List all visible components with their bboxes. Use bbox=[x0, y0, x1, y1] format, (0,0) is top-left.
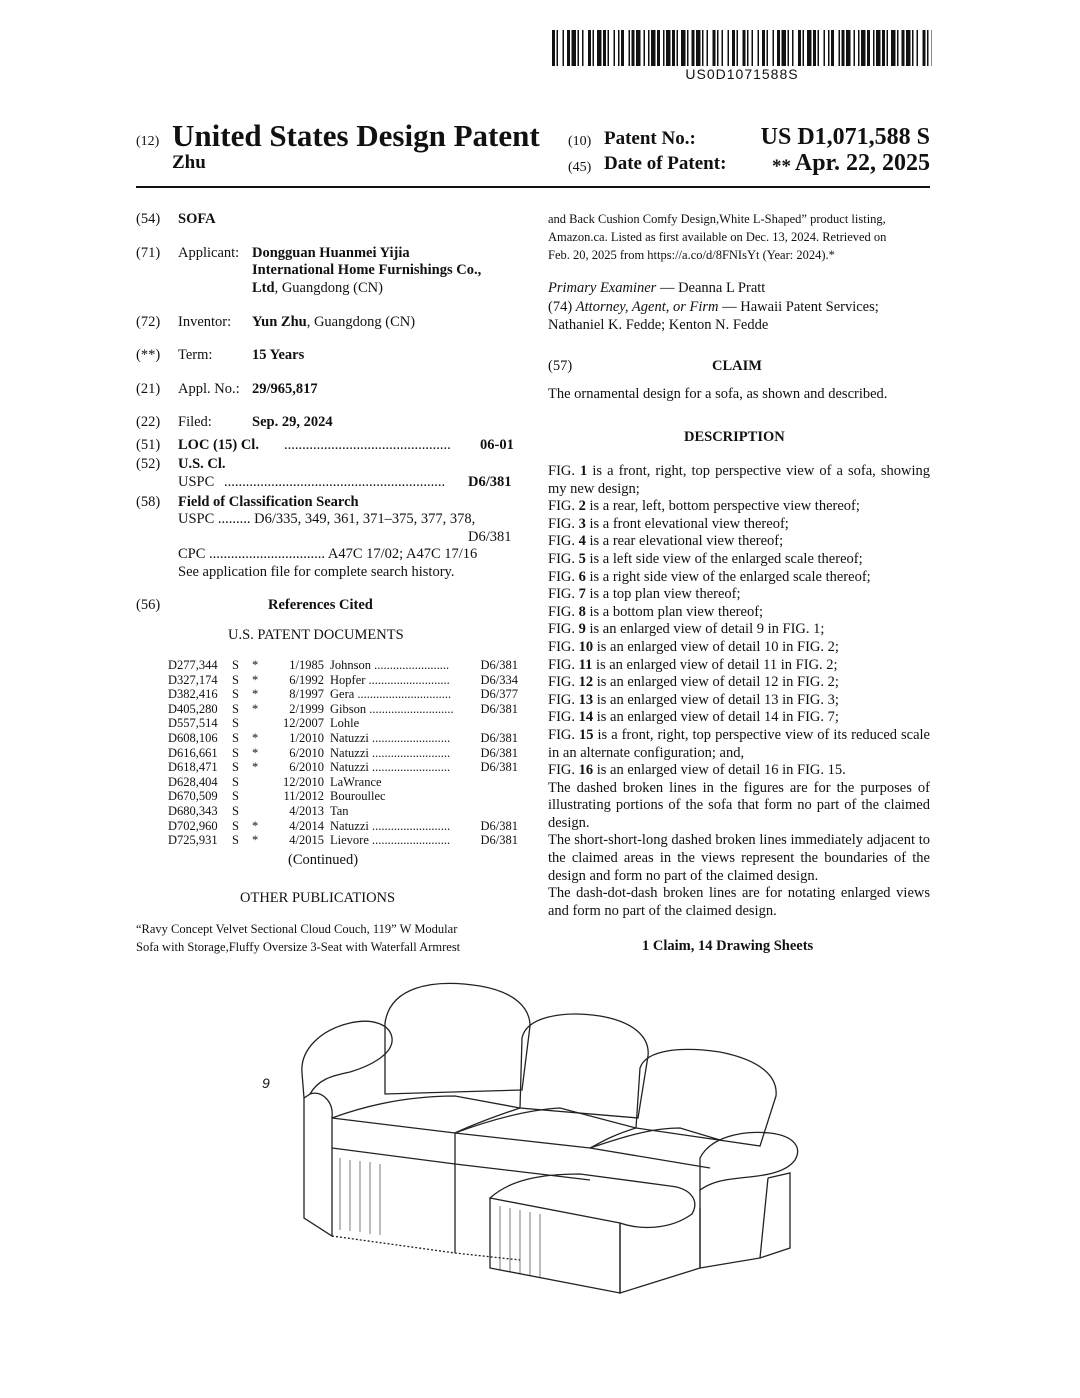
barcode-bar bbox=[636, 30, 641, 66]
reference-date: 6/1992 bbox=[289, 672, 324, 687]
barcode-bar bbox=[552, 30, 555, 66]
reference-date: 1/2010 bbox=[289, 730, 324, 745]
reference-star bbox=[252, 775, 274, 790]
barcode-bar bbox=[687, 30, 689, 66]
reference-cls bbox=[468, 716, 518, 731]
inventor-label: Inventor: bbox=[178, 314, 232, 330]
reference-row bbox=[168, 731, 518, 746]
barcode-bar bbox=[846, 30, 851, 66]
other-pub-line-2: Sofa with Storage,Fluffy Oversize 3-Seat with Waterfall Armrest bbox=[136, 940, 461, 954]
reference-num: D608,106 bbox=[168, 730, 218, 745]
barcode-bar bbox=[831, 30, 834, 66]
barcode-bar bbox=[621, 30, 624, 66]
reference-dots: ......................... bbox=[368, 730, 451, 745]
barcode-bar bbox=[557, 30, 559, 66]
barcode-bar bbox=[696, 30, 701, 66]
sofa-drawing bbox=[290, 968, 810, 1328]
barcode-bar bbox=[593, 30, 595, 66]
back-cushion-middle bbox=[520, 1014, 648, 1118]
reference-name-cell bbox=[330, 775, 468, 790]
reference-name-cell bbox=[330, 673, 468, 688]
patent-number: US D1,071,588 S bbox=[760, 124, 930, 150]
barcode-bar bbox=[818, 30, 820, 66]
reference-row bbox=[168, 746, 518, 761]
reference-num: D277,344 bbox=[168, 658, 218, 672]
other-pub-line-1: “Ravy Concept Velvet Sectional Cloud Couch, 119” W Modular bbox=[136, 922, 458, 936]
reference-name: Gera bbox=[330, 687, 355, 702]
applicant-label: Applicant: bbox=[178, 245, 240, 261]
barcode-bar bbox=[828, 30, 830, 66]
reference-name-cell bbox=[330, 804, 468, 819]
code-56: (56) bbox=[136, 597, 161, 613]
reference-kind: S bbox=[232, 687, 239, 702]
description-heading: DESCRIPTION bbox=[684, 429, 785, 445]
reference-kind: S bbox=[232, 730, 239, 745]
reference-name: Natuzzi bbox=[330, 745, 369, 760]
ottoman-side bbox=[620, 1208, 700, 1293]
reference-cls: D6/381 bbox=[480, 760, 518, 775]
reference-num: D616,661 bbox=[168, 745, 218, 760]
other-pub-line-3: and Back Cushion Comfy Design,White L-Shaped” product listing, bbox=[548, 212, 886, 226]
reference-num: D670,509 bbox=[168, 789, 218, 804]
description-paragraph-2: The short-short-long dashed broken lines immediately adjacent to the claimed areas in the views represent the boundaries of the design and form no part of the claimed design. bbox=[548, 832, 930, 884]
barcode-bar bbox=[567, 30, 570, 66]
reference-dots: ........................ bbox=[370, 658, 450, 672]
reference-name: Johnson bbox=[330, 658, 371, 672]
barcode-bar bbox=[677, 30, 679, 66]
barcode-bar bbox=[788, 30, 790, 66]
barcode-bar bbox=[666, 30, 671, 66]
reference-row bbox=[168, 687, 518, 702]
loc-value: 06-01 bbox=[480, 437, 514, 453]
claims-summary: 1 Claim, 14 Drawing Sheets bbox=[642, 938, 814, 954]
reference-row bbox=[168, 789, 518, 804]
seat-cushion-left bbox=[332, 1096, 520, 1133]
figure-description: FIG. 16 is an enlarged view of detail 16 in FIG. 15. bbox=[548, 762, 846, 779]
reference-star bbox=[252, 716, 274, 731]
barcode-bar bbox=[578, 30, 580, 66]
reference-num: D327,174 bbox=[168, 672, 218, 687]
reference-star: * bbox=[252, 833, 259, 848]
barcode-bar bbox=[563, 30, 565, 66]
field-search-label: Field of Classification Search bbox=[178, 494, 359, 510]
reference-dots: ......................... bbox=[368, 818, 451, 833]
code-58: (58) bbox=[136, 494, 161, 510]
barcode-bar bbox=[777, 30, 780, 66]
code-52: (52) bbox=[136, 456, 161, 472]
uspc-dots: ............................................................. bbox=[224, 474, 446, 490]
barcode-bar bbox=[582, 30, 584, 66]
reference-date: 11/2012 bbox=[283, 789, 324, 804]
reference-name-cell bbox=[330, 658, 468, 673]
reference-star bbox=[252, 804, 274, 819]
code-45: (45) bbox=[568, 160, 592, 175]
reference-kind: S bbox=[232, 833, 239, 848]
reference-star: * bbox=[252, 687, 259, 702]
reference-date: 12/2010 bbox=[283, 774, 324, 789]
design-title: SOFA bbox=[178, 211, 216, 227]
barcode-bar bbox=[917, 30, 919, 66]
right-armrest-top bbox=[700, 1132, 798, 1190]
barcode-bar bbox=[887, 30, 889, 66]
reference-dots: ......................... bbox=[368, 760, 451, 775]
reference-kind: S bbox=[232, 789, 239, 804]
us-patent-documents-heading: U.S. PATENT DOCUMENTS bbox=[228, 627, 404, 643]
reference-cls: D6/381 bbox=[480, 658, 518, 672]
detail-9-label: 9 bbox=[262, 1075, 270, 1091]
reference-num: D557,514 bbox=[168, 716, 218, 731]
barcode-bar bbox=[824, 30, 826, 66]
patent-type-title: United States Design Patent bbox=[172, 118, 540, 153]
base-top-line-left bbox=[332, 1148, 455, 1164]
code-72: (72) bbox=[136, 314, 161, 330]
code-12: (12) bbox=[136, 134, 160, 149]
barcode bbox=[552, 30, 932, 66]
field-search-cpc: CPC ................................ A47C 17/02; A47C 17/16 bbox=[178, 546, 478, 562]
reference-row bbox=[168, 804, 518, 819]
reference-name-cell bbox=[330, 833, 468, 848]
barcode-bar bbox=[858, 30, 860, 66]
field-search-uspc: USPC ......... D6/335, 349, 361, 371–375, 377, 378, bbox=[178, 511, 476, 527]
reference-kind: S bbox=[232, 701, 239, 716]
barcode-bar bbox=[663, 30, 665, 66]
barcode-bar bbox=[651, 30, 656, 66]
reference-name: Natuzzi bbox=[330, 760, 369, 775]
figure-description: FIG. 7 is a top plan view thereof; bbox=[548, 586, 741, 603]
reference-name-cell bbox=[330, 731, 468, 746]
code-54: (54) bbox=[136, 211, 161, 227]
base-top-line-middle bbox=[455, 1164, 590, 1180]
other-publications-heading: OTHER PUBLICATIONS bbox=[240, 890, 396, 906]
barcode-bar bbox=[773, 30, 775, 66]
back-cushion-left bbox=[385, 983, 530, 1094]
reference-row bbox=[168, 819, 518, 834]
patent-date: Apr. 22, 2025 bbox=[794, 150, 930, 176]
reference-cls: D6/381 bbox=[480, 833, 518, 848]
reference-row bbox=[168, 760, 518, 775]
reference-name: Gibson bbox=[330, 701, 367, 716]
attorney-names: Nathaniel K. Fedde; Kenton N. Fedde bbox=[548, 317, 769, 333]
barcode-bar bbox=[608, 30, 610, 66]
barcode-bar bbox=[713, 30, 716, 66]
references-list bbox=[168, 658, 518, 848]
reference-date: 6/2010 bbox=[289, 760, 324, 775]
reference-row bbox=[168, 833, 518, 848]
reference-cls: D6/334 bbox=[480, 672, 518, 687]
barcode-bar bbox=[767, 30, 769, 66]
code-term: (**) bbox=[136, 347, 161, 363]
reference-date: 12/2007 bbox=[283, 716, 324, 731]
barcode-bar bbox=[672, 30, 675, 66]
barcode-bar bbox=[737, 30, 739, 66]
reference-date: 2/1999 bbox=[289, 701, 324, 716]
reference-star: * bbox=[252, 672, 259, 687]
barcode-bar bbox=[897, 30, 899, 66]
barcode-bar bbox=[782, 30, 787, 66]
figure-description: FIG. 11 is an enlarged view of detail 11 in FIG. 2; bbox=[548, 656, 838, 673]
reference-dots: ......................... bbox=[368, 833, 451, 848]
reference-dots: ......................... bbox=[368, 745, 451, 760]
figure-description: FIG. 4 is a rear elevational view thereof; bbox=[548, 533, 784, 550]
barcode-bar bbox=[648, 30, 650, 66]
barcode-bar bbox=[762, 30, 765, 66]
reference-date: 4/2013 bbox=[289, 803, 324, 818]
barcode-bar bbox=[614, 30, 616, 66]
reference-name-cell bbox=[330, 760, 468, 775]
uspc-label: USPC bbox=[178, 474, 215, 490]
barcode-bar bbox=[813, 30, 816, 66]
reference-kind: S bbox=[232, 803, 239, 818]
barcode-bar bbox=[722, 30, 724, 66]
reference-cls bbox=[468, 789, 518, 804]
us-cl-label: U.S. Cl. bbox=[178, 456, 226, 472]
reference-date: 1/1985 bbox=[289, 658, 324, 672]
code-51: (51) bbox=[136, 437, 161, 453]
barcode-bar bbox=[803, 30, 805, 66]
reference-cls: D6/381 bbox=[480, 818, 518, 833]
reference-row bbox=[168, 673, 518, 688]
figure-descriptions bbox=[548, 463, 930, 780]
other-pub-line-4: Amazon.ca. Listed as first available on Dec. 13, 2024. Retrieved on bbox=[548, 230, 887, 244]
barcode-bar bbox=[657, 30, 660, 66]
barcode-bar bbox=[707, 30, 709, 66]
barcode-bar bbox=[632, 30, 635, 66]
reference-num: D725,931 bbox=[168, 833, 218, 848]
figure-description: FIG. 1 is a front, right, top perspective view of a sofa, showing my new design; bbox=[548, 463, 930, 497]
inventor-value: Yun Zhu, Guangdong (CN) bbox=[252, 314, 416, 330]
reference-kind: S bbox=[232, 774, 239, 789]
reference-date: 4/2015 bbox=[289, 833, 324, 848]
reference-name: LaWrance bbox=[330, 774, 382, 789]
appl-no-value: 29/965,817 bbox=[252, 381, 318, 397]
reference-dots: .......................... bbox=[365, 672, 450, 687]
date-of-patent-label: Date of Patent: bbox=[604, 153, 727, 174]
barcode-bar bbox=[891, 30, 896, 66]
figure-description: FIG. 12 is an enlarged view of detail 12 in FIG. 2; bbox=[548, 674, 839, 691]
barcode-number: US0D1071588S bbox=[685, 66, 799, 82]
reference-row bbox=[168, 775, 518, 790]
barcode-bar bbox=[588, 30, 591, 66]
reference-kind: S bbox=[232, 716, 239, 731]
reference-kind: S bbox=[232, 745, 239, 760]
back-cushion-right bbox=[636, 1049, 776, 1146]
reference-row bbox=[168, 658, 518, 673]
figure-description: FIG. 5 is a left side view of the enlarged scale thereof; bbox=[548, 550, 863, 567]
reference-cls: D6/381 bbox=[480, 701, 518, 716]
barcode-bar bbox=[752, 30, 754, 66]
barcode-bar bbox=[692, 30, 695, 66]
left-armrest-top bbox=[302, 1021, 392, 1098]
reference-name: Natuzzi bbox=[330, 818, 369, 833]
reference-cls: D6/377 bbox=[480, 687, 518, 702]
seat-front-edge bbox=[332, 1118, 710, 1168]
barcode-bar bbox=[867, 30, 870, 66]
reference-name-cell bbox=[330, 702, 468, 717]
reference-name: Lohle bbox=[330, 716, 360, 731]
code-21: (21) bbox=[136, 381, 161, 397]
filed-label: Filed: bbox=[178, 414, 212, 430]
barcode-bar bbox=[873, 30, 875, 66]
reference-cls: D6/381 bbox=[480, 745, 518, 760]
barcode-bar bbox=[906, 30, 911, 66]
applicant-line-1: Dongguan Huanmei Yijia bbox=[252, 245, 410, 261]
barcode-bar bbox=[882, 30, 885, 66]
loc-dots: .............................................. bbox=[284, 437, 451, 453]
barcode-bar bbox=[717, 30, 719, 66]
reference-name: Hopfer bbox=[330, 672, 366, 687]
barcode-bar bbox=[747, 30, 749, 66]
reference-num: D628,404 bbox=[168, 774, 218, 789]
reference-num: D405,280 bbox=[168, 701, 218, 716]
claim-text: The ornamental design for a sofa, as shown and described. bbox=[548, 386, 888, 402]
barcode-bar bbox=[932, 30, 933, 66]
figure-description: FIG. 14 is an enlarged view of detail 14 in FIG. 7; bbox=[548, 709, 839, 726]
reference-star: * bbox=[252, 745, 259, 760]
reference-star: * bbox=[252, 760, 259, 775]
reference-star: * bbox=[252, 658, 259, 672]
reference-dots: .............................. bbox=[354, 687, 452, 702]
reference-num: D702,960 bbox=[168, 818, 218, 833]
reference-name: Lievore bbox=[330, 833, 369, 848]
barcode-bar bbox=[603, 30, 606, 66]
figure-description: FIG. 15 is a front, right, top perspective view of its reduced scale in an alternate configuration; and, bbox=[548, 726, 930, 761]
barcode-bar bbox=[798, 30, 801, 66]
code-57: (57) bbox=[548, 358, 573, 374]
barcode-bar bbox=[792, 30, 794, 66]
reference-date: 6/2010 bbox=[289, 745, 324, 760]
other-pub-line-5: Feb. 20, 2025 from https://a.co/d/8FNIsYt (Year: 2024).* bbox=[548, 248, 835, 262]
applicant-line-2: International Home Furnishings Co., bbox=[252, 262, 482, 278]
reference-kind: S bbox=[232, 672, 239, 687]
reference-cls: D6/381 bbox=[480, 730, 518, 745]
description-body bbox=[548, 463, 930, 920]
reference-cls bbox=[468, 775, 518, 790]
figure-description: FIG. 2 is a rear, left, bottom perspective view thereof; bbox=[548, 498, 860, 515]
barcode-bar bbox=[807, 30, 812, 66]
code-22: (22) bbox=[136, 414, 161, 430]
reference-kind: S bbox=[232, 818, 239, 833]
barcode-bar bbox=[923, 30, 926, 66]
reference-date: 4/2014 bbox=[289, 818, 324, 833]
field-search-uspc-cont: D6/381 bbox=[468, 529, 512, 545]
reference-name-cell bbox=[330, 819, 468, 834]
reference-num: D680,343 bbox=[168, 803, 218, 818]
figure-description: FIG. 13 is an enlarged view of detail 13 in FIG. 3; bbox=[548, 691, 839, 708]
term-label: Term: bbox=[178, 347, 213, 363]
description-paragraph-1: The dashed broken lines in the figures are for the purposes of illustrating portions of the sofa that form no part of the claimed design. bbox=[548, 779, 930, 831]
reference-star: * bbox=[252, 701, 259, 716]
reference-name-cell bbox=[330, 789, 468, 804]
figure-description: FIG. 10 is an enlarged view of detail 10 in FIG. 2; bbox=[548, 638, 839, 655]
patent-no-label: Patent No.: bbox=[604, 128, 696, 149]
term-value: 15 Years bbox=[252, 347, 305, 363]
barcode-bar bbox=[876, 30, 881, 66]
barcode-bar bbox=[927, 30, 929, 66]
barcode-bar bbox=[702, 30, 704, 66]
barcode-bar bbox=[572, 30, 577, 66]
inventor-surname: Zhu bbox=[172, 152, 206, 173]
barcode-bar bbox=[732, 30, 735, 66]
right-armrest-side bbox=[700, 1178, 768, 1268]
reference-row bbox=[168, 716, 518, 731]
barcode-bar bbox=[728, 30, 730, 66]
appl-no-label: Appl. No.: bbox=[178, 381, 240, 397]
reference-kind: S bbox=[232, 760, 239, 775]
loc-label: LOC (15) Cl. bbox=[178, 437, 259, 453]
reference-name: Natuzzi bbox=[330, 730, 369, 745]
ottoman-top bbox=[490, 1174, 695, 1227]
barcode-bar bbox=[644, 30, 646, 66]
left-armrest-side bbox=[304, 1093, 332, 1236]
reference-name: Tan bbox=[330, 803, 349, 818]
reference-star: * bbox=[252, 818, 259, 833]
reference-name-cell bbox=[330, 746, 468, 761]
description-paragraph-3: The dash-dot-dash broken lines are for notating enlarged views and form no part of the claimed design. bbox=[548, 885, 930, 919]
reference-name: Bouroullec bbox=[330, 789, 386, 804]
reference-star: * bbox=[252, 730, 259, 745]
figure-description: FIG. 3 is a front elevational view thereof; bbox=[548, 515, 789, 532]
barcode-bar bbox=[597, 30, 602, 66]
base-hatching bbox=[340, 1158, 540, 1278]
claim-heading: CLAIM bbox=[712, 358, 762, 374]
filed-value: Sep. 29, 2024 bbox=[252, 414, 333, 430]
barcode-bar bbox=[743, 30, 746, 66]
uspc-value: D6/381 bbox=[468, 474, 512, 490]
base-front-line bbox=[332, 1236, 520, 1260]
barcode-bar bbox=[758, 30, 760, 66]
barcode-bar bbox=[842, 30, 845, 66]
reference-cls bbox=[468, 804, 518, 819]
reference-dots: ........................... bbox=[366, 701, 454, 716]
barcode-bar bbox=[854, 30, 856, 66]
reference-num: D382,416 bbox=[168, 687, 218, 702]
applicant-line-3: Ltd, Guangdong (CN) bbox=[252, 280, 383, 296]
date-marker: ** bbox=[772, 156, 791, 177]
attorney-agent: (74) Attorney, Agent, or Firm — Hawaii Patent Services; bbox=[548, 299, 879, 315]
barcode-bar bbox=[861, 30, 866, 66]
reference-num: D618,471 bbox=[168, 760, 218, 775]
barcode-bar bbox=[629, 30, 631, 66]
search-history-note: See application file for complete search history. bbox=[178, 564, 455, 580]
barcode-bar bbox=[912, 30, 914, 66]
continued-note: (Continued) bbox=[288, 852, 359, 868]
barcode-bar bbox=[839, 30, 841, 66]
figure-description: FIG. 9 is an enlarged view of detail 9 in FIG. 1; bbox=[548, 621, 825, 638]
references-cited-heading: References Cited bbox=[268, 597, 373, 613]
reference-row bbox=[168, 702, 518, 717]
primary-examiner: Primary Examiner — Deanna L Pratt bbox=[548, 280, 766, 296]
reference-name-cell bbox=[330, 716, 468, 731]
ottoman-front bbox=[490, 1198, 620, 1293]
figure-description: FIG. 6 is a right side view of the enlarged scale thereof; bbox=[548, 568, 871, 585]
barcode-bar bbox=[618, 30, 620, 66]
reference-date: 8/1997 bbox=[289, 687, 324, 702]
reference-kind: S bbox=[232, 658, 239, 672]
header-rule bbox=[136, 186, 930, 188]
figure-description: FIG. 8 is a bottom plan view thereof; bbox=[548, 603, 764, 620]
barcode-bar bbox=[902, 30, 905, 66]
reference-name-cell bbox=[330, 687, 468, 702]
reference-star bbox=[252, 789, 274, 804]
code-10: (10) bbox=[568, 134, 592, 149]
barcode-bar bbox=[681, 30, 686, 66]
code-71: (71) bbox=[136, 245, 161, 261]
